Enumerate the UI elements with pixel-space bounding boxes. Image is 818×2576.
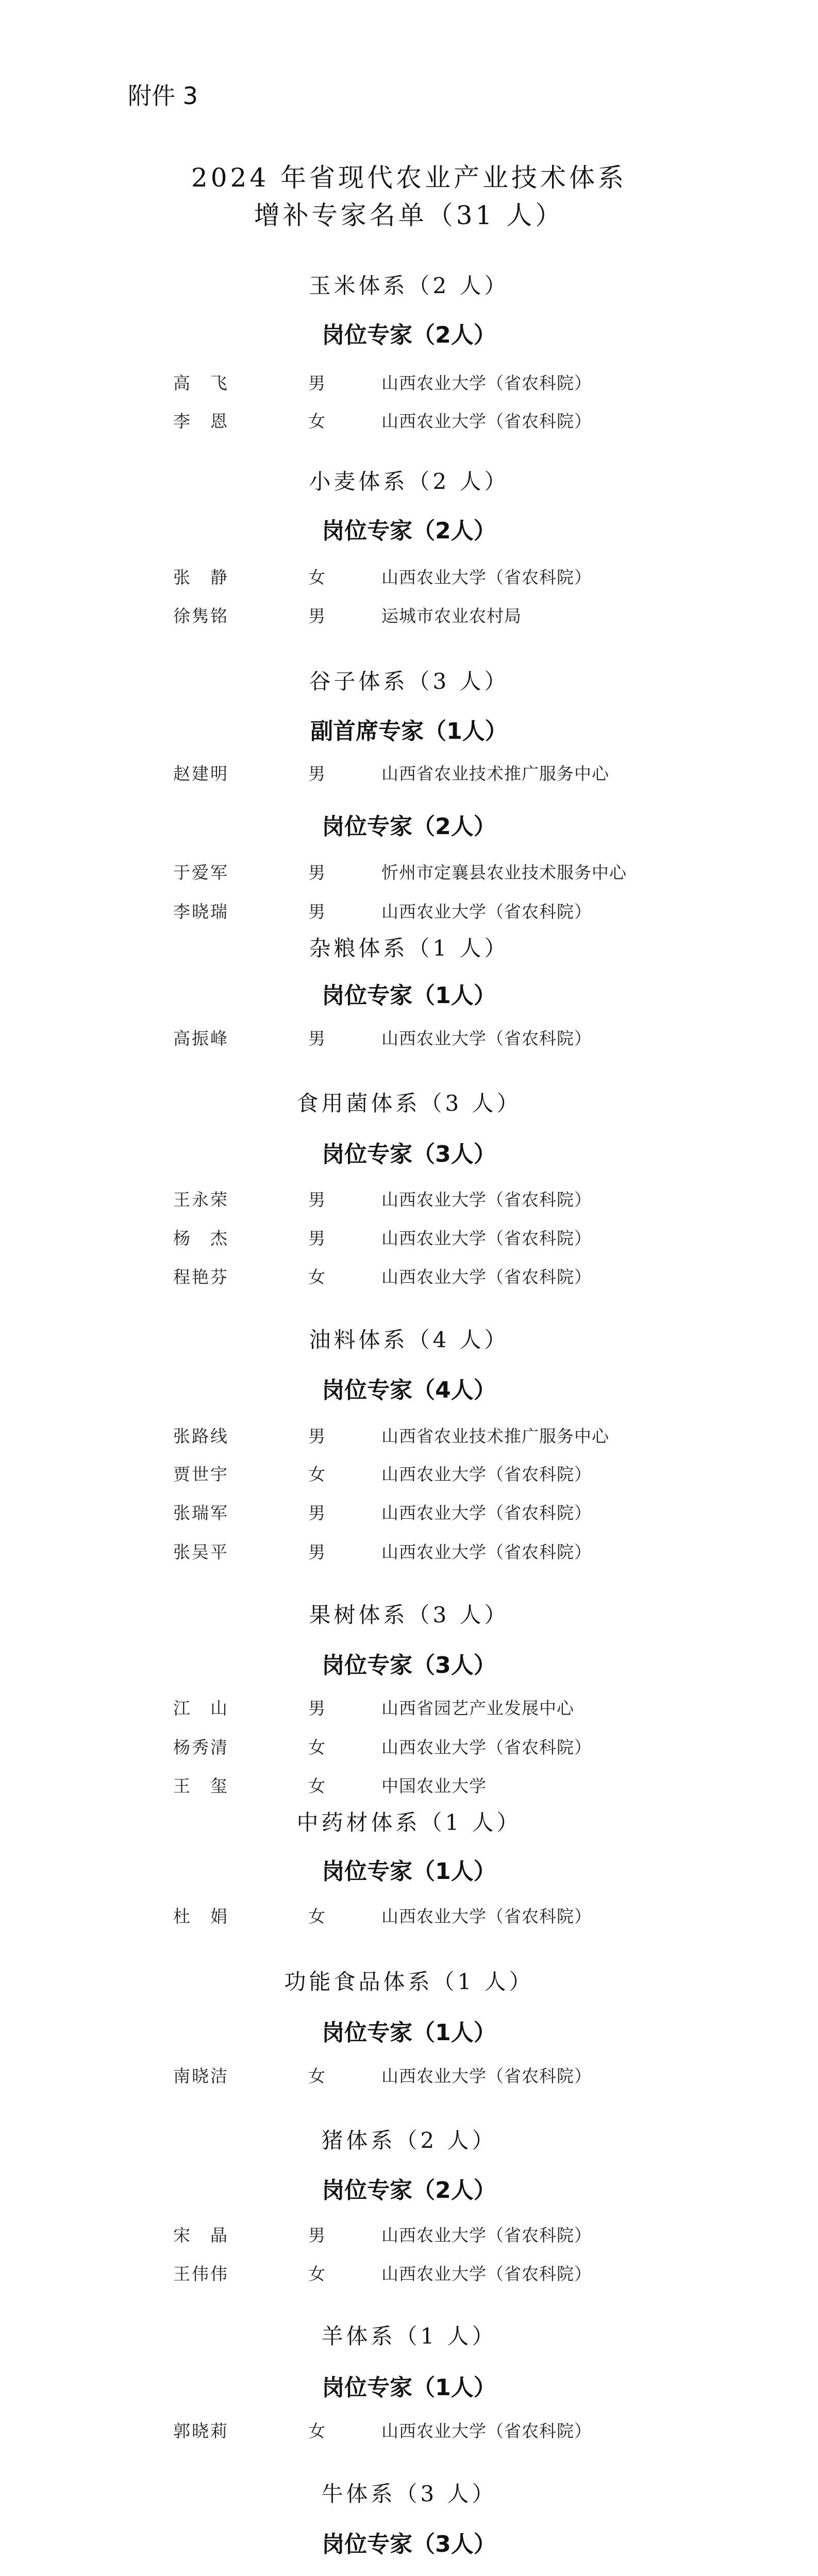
expert-organization: 山西农业大学（省农科院） <box>381 1503 592 1523</box>
expert-row <box>0 1695 818 1721</box>
expert-organization: 山西农业大学（省农科院） <box>381 1542 592 1562</box>
expert-gender: 女 <box>308 1906 325 1926</box>
expert-organization: 山西省农业技术推广服务中心 <box>381 1426 609 1446</box>
expert-name: 李 恩 <box>173 411 229 431</box>
expert-gender: 女 <box>308 1267 325 1287</box>
expert-name: 张吴平 <box>173 1542 229 1562</box>
expert-organization: 山西农业大学（省农科院） <box>381 373 592 393</box>
expert-organization: 山西农业大学（省农科院） <box>381 411 592 431</box>
expert-gender: 男 <box>308 373 325 393</box>
role-heading: 岗位专家（1人） <box>322 2020 496 2046</box>
expert-organization: 山西农业大学（省农科院） <box>381 1228 592 1248</box>
expert-organization: 山西农业大学（省农科院） <box>381 1464 592 1484</box>
expert-organization: 山西省农业技术推广服务中心 <box>381 764 609 784</box>
expert-name: 贾世宇 <box>173 1464 229 1484</box>
expert-organization: 山西农业大学（省农科院） <box>381 2421 592 2441</box>
expert-organization: 山西农业大学（省农科院） <box>381 567 592 587</box>
expert-name: 杨 杰 <box>173 1228 229 1248</box>
system-title: 食用菌体系（3 人） <box>296 1091 522 1116</box>
expert-row <box>0 1423 818 1449</box>
expert-row <box>0 1539 818 1565</box>
expert-gender: 女 <box>308 2264 325 2284</box>
expert-name: 李晓瑞 <box>173 902 229 922</box>
role-heading: 岗位专家（1人） <box>322 2375 496 2401</box>
expert-name: 宋 晶 <box>173 2225 229 2245</box>
system-title: 功能食品体系（1 人） <box>284 1969 534 1994</box>
expert-name: 高振峰 <box>173 1028 229 1048</box>
expert-row <box>0 1773 818 1799</box>
document-title-line2: 增补专家名单（31 人） <box>254 200 564 230</box>
expert-organization: 山西省园艺产业发展中心 <box>381 1698 574 1718</box>
expert-row <box>0 2063 818 2089</box>
attachment-label: 附件 3 <box>128 82 198 110</box>
expert-name: 程艳芬 <box>173 1267 229 1287</box>
system-title: 杂粮体系（1 人） <box>309 936 509 961</box>
system-title: 猪体系（2 人） <box>321 2128 497 2153</box>
expert-row <box>0 760 818 786</box>
expert-gender: 女 <box>308 1776 325 1796</box>
expert-name: 徐隽铭 <box>173 606 229 626</box>
expert-row <box>0 899 818 924</box>
expert-row <box>0 1187 818 1212</box>
system-title: 果树体系（3 人） <box>309 1602 509 1628</box>
expert-gender: 男 <box>308 1426 325 1446</box>
expert-name: 南晓洁 <box>173 2066 229 2086</box>
role-heading: 岗位专家（2人） <box>322 814 496 840</box>
expert-gender: 男 <box>308 902 325 922</box>
expert-row <box>0 2418 818 2444</box>
expert-gender: 女 <box>308 2066 325 2086</box>
expert-row <box>0 564 818 590</box>
role-heading: 岗位专家（3人） <box>322 2531 496 2557</box>
expert-row <box>0 1025 818 1051</box>
expert-row <box>0 2222 818 2248</box>
expert-gender: 女 <box>308 1737 325 1757</box>
role-heading: 岗位专家（1人） <box>322 1858 496 1885</box>
expert-row <box>0 603 818 629</box>
expert-row <box>0 370 818 396</box>
expert-name: 赵建明 <box>173 764 229 784</box>
role-heading: 岗位专家（3人） <box>322 1652 496 1679</box>
expert-gender: 男 <box>308 1228 325 1248</box>
role-heading: 岗位专家（3人） <box>322 1141 496 1167</box>
expert-row <box>0 859 818 885</box>
expert-organization: 山西农业大学（省农科院） <box>381 1267 592 1287</box>
expert-gender: 男 <box>308 764 325 784</box>
expert-organization: 山西农业大学（省农科院） <box>381 2264 592 2284</box>
expert-row <box>0 1500 818 1526</box>
expert-gender: 女 <box>308 567 325 587</box>
system-title: 玉米体系（2 人） <box>309 273 509 298</box>
expert-gender: 男 <box>308 1190 325 1210</box>
expert-organization: 山西农业大学（省农科院） <box>381 902 592 922</box>
expert-name: 杨秀清 <box>173 1737 229 1757</box>
expert-gender: 女 <box>308 411 325 431</box>
expert-organization: 山西农业大学（省农科院） <box>381 1190 592 1210</box>
role-heading: 岗位专家（1人） <box>322 982 496 1009</box>
expert-name: 张路线 <box>173 1426 229 1446</box>
document-title-line1: 2024 年省现代农业产业技术体系 <box>191 163 627 193</box>
expert-name: 江 山 <box>173 1698 229 1718</box>
role-heading: 岗位专家（4人） <box>322 1377 496 1403</box>
system-title: 小麦体系（2 人） <box>309 469 509 494</box>
system-title: 牛体系（3 人） <box>321 2481 497 2506</box>
expert-gender: 男 <box>308 1028 325 1048</box>
expert-gender: 男 <box>308 862 325 883</box>
expert-gender: 女 <box>308 2421 325 2441</box>
system-title: 谷子体系（3 人） <box>309 669 509 694</box>
expert-organization: 忻州市定襄县农业技术服务中心 <box>381 862 627 883</box>
role-heading: 岗位专家（2人） <box>322 2177 496 2204</box>
expert-name: 张瑞军 <box>173 1503 229 1523</box>
expert-organization: 中国农业大学 <box>381 1776 487 1796</box>
role-heading: 副首席专家（1人） <box>310 718 508 744</box>
expert-organization: 山西农业大学（省农科院） <box>381 2066 592 2086</box>
expert-name: 王永荣 <box>173 1190 229 1210</box>
system-title: 中药材体系（1 人） <box>296 1810 522 1835</box>
system-title: 油料体系（4 人） <box>309 1327 509 1352</box>
expert-row <box>0 1903 818 1929</box>
expert-organization: 山西农业大学（省农科院） <box>381 1737 592 1757</box>
expert-name: 于爱军 <box>173 862 229 883</box>
expert-organization: 山西农业大学（省农科院） <box>381 1028 592 1048</box>
expert-name: 杜 娟 <box>173 1906 229 1926</box>
expert-gender: 男 <box>308 2225 325 2245</box>
expert-row <box>0 2261 818 2286</box>
role-heading: 岗位专家（2人） <box>322 322 496 348</box>
expert-gender: 女 <box>308 1464 325 1484</box>
expert-name: 张 静 <box>173 567 229 587</box>
expert-gender: 男 <box>308 1503 325 1523</box>
expert-organization: 运城市农业农村局 <box>381 606 522 626</box>
expert-gender: 男 <box>308 1698 325 1718</box>
expert-gender: 男 <box>308 1542 325 1562</box>
expert-name: 郭晓莉 <box>173 2421 229 2441</box>
expert-name: 王伟伟 <box>173 2264 229 2284</box>
expert-organization: 山西农业大学（省农科院） <box>381 2225 592 2245</box>
expert-row <box>0 1734 818 1760</box>
expert-row <box>0 408 818 434</box>
expert-row <box>0 1461 818 1487</box>
expert-row <box>0 1225 818 1251</box>
expert-name: 王 玺 <box>173 1776 229 1796</box>
expert-gender: 男 <box>308 606 325 626</box>
expert-name: 高 飞 <box>173 373 229 393</box>
system-title: 羊体系（1 人） <box>321 2324 497 2349</box>
role-heading: 岗位专家（2人） <box>322 518 496 544</box>
expert-organization: 山西农业大学（省农科院） <box>381 1906 592 1926</box>
expert-row <box>0 1264 818 1290</box>
